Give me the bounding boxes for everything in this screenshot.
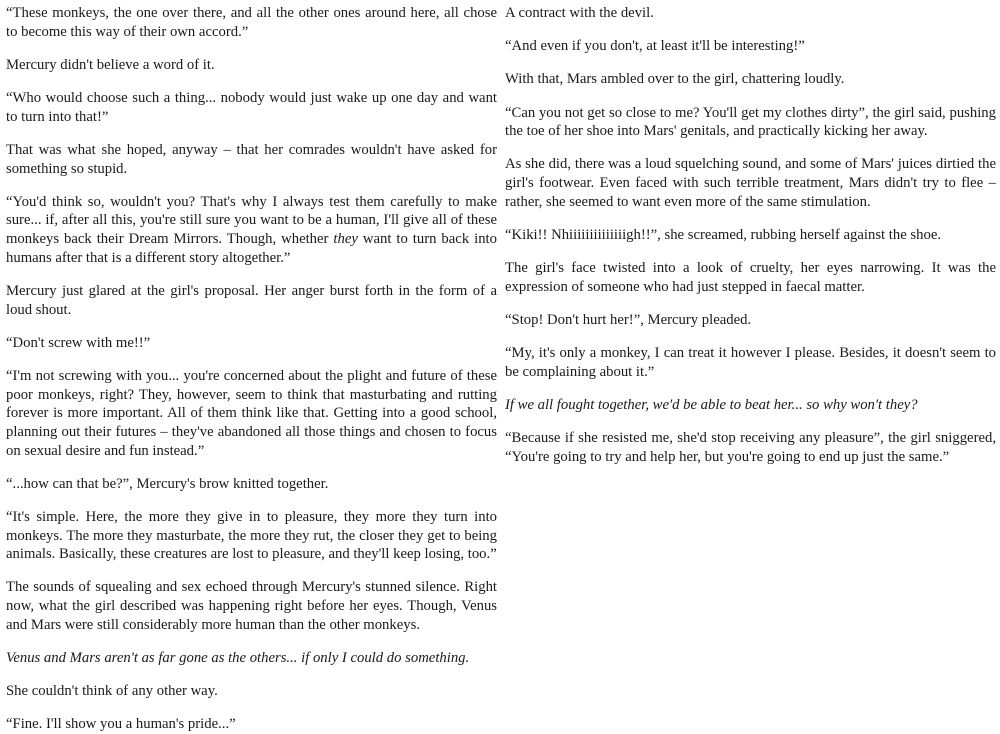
paragraph: “And even if you don't, at least it'll be interesting!”: [505, 38, 805, 55]
paragraph: The girl's face twisted into a look of cruelty, her eyes narrowing. It was the expression of someone who had just stepped in faecal matter.: [505, 260, 996, 295]
paragraph: With that, Mars ambled over to the girl, chattering loudly.: [505, 71, 845, 88]
paragraph: A contract with the devil.: [505, 5, 654, 21]
paragraph: The sounds of squealing and sex echoed through Mercury's stunned silence. Right now, what the girl described was happening right before her eyes. Though, Venus and Mars were still considerably more human than the other monkeys.: [6, 579, 497, 633]
paragraph: That was what she hoped, anyway – that her comrades wouldn't have asked for something so stupid.: [6, 141, 497, 177]
paragraph: Mercury just glared at the girl's proposal. Her anger burst forth in the form of a loud shout.: [6, 282, 497, 318]
paragraph: “Kiki!! Nhiiiiiiiiiiiiiigh!!”, she screamed, rubbing herself against the shoe.: [505, 226, 942, 243]
paragraph: “Can you not get so close to me? You'll get my clothes dirty”, the girl said, pushing the toe of her shoe into Mars' genitals, and practically kicking her away.: [505, 104, 996, 140]
paragraph-internal-monologue: Venus and Mars aren't as far gone as the others... if only I could do something.: [6, 649, 470, 666]
two-column-layout: [4, 4, 996, 734]
left-text-column: [4, 4, 497, 734]
paragraph: “...how can that be?”, Mercury's brow knitted together.: [6, 475, 329, 492]
paragraph: “My, it's only a monkey, I can treat it however I please. Besides, it doesn't seem to be complaining about it.”: [505, 345, 996, 380]
paragraph: Mercury didn't believe a word of it.: [6, 56, 215, 73]
paragraph: “These monkeys, the one over there, and all the other ones around here, all chose to become this way of their own accord.”: [6, 5, 497, 40]
paragraph-with-emphasis: [6, 193, 497, 268]
paragraph: “Who would choose such a thing... nobody would just wake up one day and want to turn into that!”: [6, 90, 497, 125]
emphasized-word: they: [333, 231, 358, 248]
paragraph: “I'm not screwing with you... you're concerned about the plight and future of these poor monkeys, right? They, however, seem to think that masturbating and rutting forever is more important. All of them think like that. Getting into a good school, planning out their futures – they've abandoned all those things and chosen to focus on sexual desire and fun instead.”: [6, 367, 497, 459]
paragraph: “Fine. I'll show you a human's pride...”: [6, 716, 236, 733]
paragraph-internal-monologue: If we all fought together, we'd be able to beat her... so why won't they?: [505, 396, 918, 413]
paragraph: “Stop! Don't hurt her!”, Mercury pleaded.: [505, 311, 752, 328]
paragraph-text-part: “You'd think so, wouldn't you? That's why I always test them carefully to make sure... if, after all this, you're still sure you want to be a human, I'll give all of these monkeys back their Dream Mirrors. Though, whether: [6, 193, 497, 248]
paragraph: She couldn't think of any other way.: [6, 683, 218, 700]
paragraph: “Because if she resisted me, she'd stop receiving any pleasure”, the girl sniggered, “You're going to try and help her, but you're going to end up just the same.”: [505, 430, 996, 465]
paragraph: “It's simple. Here, the more they give in to pleasure, they more they turn into monkeys. The more they masturbate, the more they rut, the closer they get to being animals. Basically, these creatures are lost to pleasure, and they'll keep losing, too.”: [6, 508, 497, 563]
paragraph: “Don't screw with me!!”: [6, 334, 151, 351]
right-text-column: [503, 4, 996, 466]
paragraph: As she did, there was a loud squelching sound, and some of Mars' juices dirtied the girl's footwear. Even faced with such terrible treatment, Mars didn't try to flee – rather, she seemed to want even more of the same stimulation.: [505, 156, 996, 210]
paragraph-text-part: want to turn back into humans after that is a different story altogether.”: [6, 231, 497, 266]
